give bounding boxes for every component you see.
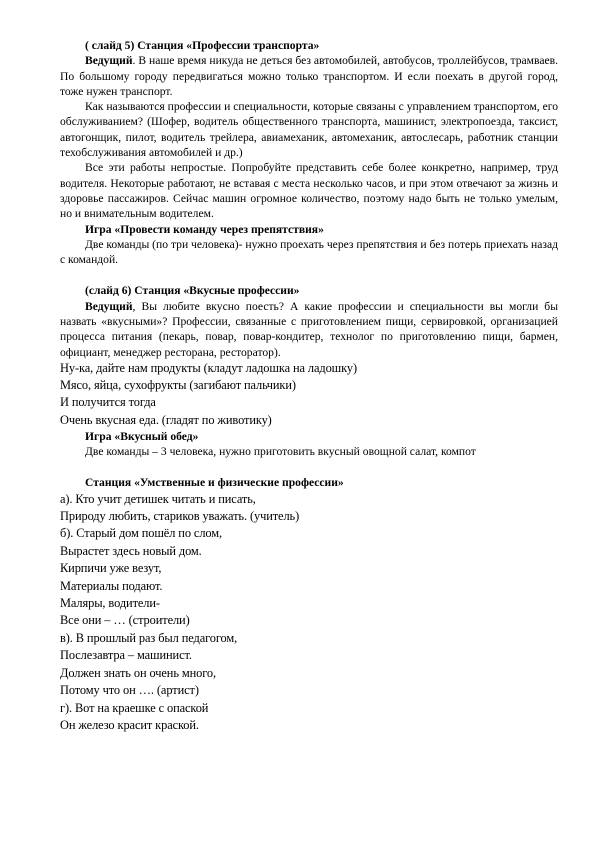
host-label: Ведущий — [85, 54, 133, 68]
paragraph-text: . В наше время никуда не деться без автомобилей, автобусов, троллейбусов, трамваев. По большому городу передвигаться можно только транспортом. И если поехать в другой город, тоже нужен транспорт. — [60, 54, 558, 98]
riddle-line: Вырастет здесь новый дом. — [60, 543, 202, 558]
poem-line: Очень вкусная еда. (гладят по животику) — [60, 412, 272, 427]
document-page — [60, 38, 558, 734]
spacer — [60, 459, 558, 475]
poem-line: Ну-ка, дайте нам продукты (кладут ладошка на ладошку) — [60, 360, 357, 375]
riddle-line: г). Вот на краешке с опаской — [60, 700, 209, 715]
riddle-line: Все они – … (строители) — [60, 613, 190, 628]
paragraph-transport-drivers: Все эти работы непростые. Попробуйте представить себе более конкретно, например, труд водителя. Некоторые работают, не вставая с места несколько часов, и при этом отвечают за жизнь и здоровье пассажиров. Сейчас машин огромное количество, поэтому надо быть не только умелым, но и внимательным водителем. — [60, 161, 558, 221]
riddle-line: Должен знать он очень много, — [60, 665, 217, 680]
section-heading-mental-physical: Станция «Умственные и физические профессии» — [85, 476, 344, 490]
riddle-line: а). Кто учит детишек читать и писать, — [60, 491, 256, 506]
paragraph-transport-professions: Как называются профессии и специальности, которые связаны с управлением транспортом, его обслуживанием? (Шофер, водитель общественного транспорта, машинист, электропоезда, таксист, автогонщик, пилот, водитель трейлера, авиамеханик, автомеханик, автослесарь, работник станции техобслуживания автомобилей и др.) — [60, 100, 558, 160]
section-heading-tasty: (слайд 6) Станция «Вкусные профессии» — [85, 284, 300, 298]
riddle-line: Маляры, водители- — [60, 596, 160, 611]
game-text-dinner: Две команды – 3 человека, нужно приготовить вкусный овощной салат, компот — [85, 445, 476, 459]
riddle-line: б). Старый дом пошёл по слом, — [60, 526, 222, 541]
riddle-line: Природу любить, стариков уважать. (учитель) — [60, 509, 300, 524]
game-text-obstacles: Две команды (по три человека)- нужно проехать через препятствия и без потерь приехать назад с командой. — [60, 237, 558, 267]
riddle-line: Потому что он …. (артист) — [60, 683, 199, 698]
riddle-line: Кирпичи уже везут, — [60, 561, 162, 576]
game-title-dinner: Игра «Вкусный обед» — [85, 429, 199, 443]
riddle-line: Материалы подают. — [60, 578, 163, 593]
riddle-line: Послезавтра – машинист. — [60, 648, 192, 663]
host-label: Ведущий — [85, 299, 133, 313]
poem-line: Мясо, яйца, сухофрукты (загибают пальчики) — [60, 378, 296, 393]
riddle-line: Он железо красит краской. — [60, 717, 199, 732]
section-heading-transport: ( слайд 5) Станция «Профессии транспорта» — [85, 39, 320, 52]
game-title-obstacles: Игра «Провести команду через препятствия» — [85, 222, 324, 236]
paragraph-text: , Вы любите вкусно поесть? А какие профессии и специальности вы могли бы назвать «вкусными»? Профессии, связанные с приготовлением пищи, сервировкой, организацией процесса питания (пекарь, повар, повар-кондитер, технолог по приготовлению пищи, бармен, официант, менеджер ресторана, ресторатор). — [60, 299, 558, 359]
paragraph-transport-intro — [60, 53, 558, 99]
riddles-list — [60, 491, 558, 735]
poem-line: И получится тогда — [60, 395, 156, 410]
riddle-line: в). В прошлый раз был педагогом, — [60, 630, 238, 645]
paragraph-tasty-intro — [60, 299, 558, 360]
spacer — [60, 267, 558, 283]
poem-tasty — [60, 360, 558, 429]
